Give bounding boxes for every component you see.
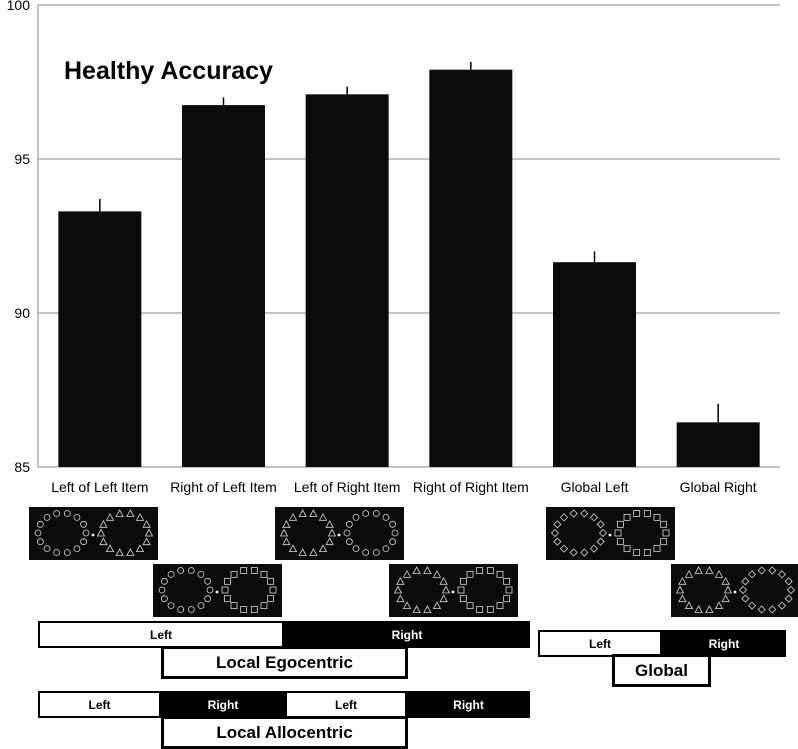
triangle-glyph bbox=[290, 545, 297, 552]
circle-glyph bbox=[207, 587, 213, 593]
diamond-glyph bbox=[749, 602, 756, 609]
fixation-dot bbox=[216, 591, 219, 594]
triangle-glyph bbox=[715, 602, 722, 609]
diamond-glyph bbox=[788, 587, 795, 594]
circle-glyph bbox=[37, 521, 43, 527]
diamond-glyph bbox=[590, 545, 597, 552]
diamond-glyph bbox=[758, 567, 765, 574]
circle-glyph bbox=[383, 546, 389, 552]
triangle-glyph bbox=[722, 595, 729, 602]
y-tick-labels bbox=[7, 0, 31, 475]
stimulus-shapes bbox=[29, 507, 158, 560]
diamond-glyph bbox=[769, 567, 776, 574]
circle-glyph bbox=[390, 539, 396, 545]
diamond-glyph bbox=[740, 587, 747, 594]
diamond-glyph bbox=[581, 510, 588, 517]
stimulus-left-of-right-item bbox=[275, 507, 404, 560]
square-glyph bbox=[506, 587, 512, 593]
bar bbox=[306, 94, 389, 467]
square-glyph bbox=[504, 596, 510, 602]
circle-glyph bbox=[205, 578, 211, 584]
triangle-glyph bbox=[424, 606, 431, 613]
triangle-glyph bbox=[404, 602, 411, 609]
square-glyph bbox=[487, 606, 493, 612]
local-allocentric-label: Local Allocentric bbox=[161, 716, 408, 749]
diamond-glyph bbox=[581, 549, 588, 556]
bar bbox=[429, 70, 512, 467]
stimulus-right-of-left-item bbox=[153, 564, 282, 617]
x-tick-label: Right of Left Item bbox=[170, 479, 277, 495]
stimulus-shapes bbox=[546, 507, 675, 560]
bars bbox=[58, 70, 759, 467]
triangle-glyph bbox=[116, 510, 123, 517]
bar bbox=[677, 422, 760, 467]
y-tick-label: 90 bbox=[14, 305, 30, 321]
square-glyph bbox=[224, 578, 230, 584]
global-right-segment: Right bbox=[662, 630, 786, 657]
circle-glyph bbox=[353, 514, 359, 520]
triangle-glyph bbox=[706, 606, 713, 613]
square-glyph bbox=[231, 603, 237, 609]
circle-glyph bbox=[178, 606, 184, 612]
circle-glyph bbox=[373, 549, 379, 555]
circle-glyph bbox=[44, 514, 50, 520]
square-glyph bbox=[224, 596, 230, 602]
triangle-glyph bbox=[146, 530, 153, 537]
square-glyph bbox=[634, 511, 640, 517]
diamond-glyph bbox=[749, 571, 756, 578]
circle-glyph bbox=[188, 606, 194, 612]
circle-glyph bbox=[161, 578, 167, 584]
triangle-glyph bbox=[326, 521, 333, 528]
square-glyph bbox=[617, 521, 623, 527]
diamond-glyph bbox=[778, 602, 785, 609]
diamond-glyph bbox=[561, 514, 568, 521]
triangle-glyph bbox=[100, 521, 107, 528]
triangle-glyph bbox=[299, 549, 306, 556]
triangle-glyph bbox=[127, 549, 134, 556]
allocentric-left-segment-1: Left bbox=[38, 691, 161, 718]
diamond-glyph bbox=[561, 545, 568, 552]
circle-glyph bbox=[346, 539, 352, 545]
triangle-glyph bbox=[679, 578, 686, 585]
triangle-glyph bbox=[706, 567, 713, 574]
circle-glyph bbox=[392, 530, 398, 536]
circle-glyph bbox=[64, 549, 70, 555]
square-glyph bbox=[241, 568, 247, 574]
triangle-glyph bbox=[679, 595, 686, 602]
triangle-glyph bbox=[143, 521, 150, 528]
bar bbox=[182, 105, 265, 467]
circle-glyph bbox=[363, 511, 369, 517]
triangle-glyph bbox=[440, 595, 447, 602]
bar bbox=[58, 211, 141, 467]
triangle-glyph bbox=[100, 538, 107, 545]
diamond-glyph bbox=[785, 595, 792, 602]
square-glyph bbox=[231, 571, 237, 577]
square-glyph bbox=[624, 546, 630, 552]
diamond-glyph bbox=[570, 510, 577, 517]
circle-glyph bbox=[188, 568, 194, 574]
diamond-glyph bbox=[597, 538, 604, 545]
circle-glyph bbox=[74, 546, 80, 552]
bar bbox=[553, 262, 636, 467]
circle-glyph bbox=[198, 571, 204, 577]
x-tick-label: Left of Left Item bbox=[51, 479, 149, 495]
allocentric-left-segment-2: Left bbox=[285, 691, 407, 718]
circle-glyph bbox=[363, 549, 369, 555]
square-glyph bbox=[251, 606, 257, 612]
triangle-glyph bbox=[433, 571, 440, 578]
triangle-glyph bbox=[722, 578, 729, 585]
diamond-glyph bbox=[778, 571, 785, 578]
square-glyph bbox=[615, 530, 621, 536]
circle-glyph bbox=[161, 596, 167, 602]
circle-glyph bbox=[159, 587, 165, 593]
stimulus-right-of-right-item bbox=[389, 564, 518, 617]
triangle-glyph bbox=[290, 514, 297, 521]
circle-glyph bbox=[35, 530, 41, 536]
circle-glyph bbox=[81, 539, 87, 545]
triangle-glyph bbox=[319, 545, 326, 552]
allocentric-right-segment-1: Right bbox=[161, 691, 285, 718]
triangle-glyph bbox=[725, 587, 732, 594]
circle-glyph bbox=[168, 571, 174, 577]
y-tick-label: 85 bbox=[14, 459, 30, 475]
square-glyph bbox=[477, 568, 483, 574]
circle-glyph bbox=[83, 530, 89, 536]
diamond-glyph bbox=[570, 549, 577, 556]
triangle-glyph bbox=[116, 549, 123, 556]
square-glyph bbox=[467, 571, 473, 577]
fixation-dot bbox=[734, 591, 737, 594]
global-label: Global bbox=[612, 654, 711, 687]
circle-glyph bbox=[198, 603, 204, 609]
square-glyph bbox=[458, 587, 464, 593]
y-tick-label: 95 bbox=[14, 151, 30, 167]
triangle-glyph bbox=[107, 545, 114, 552]
x-tick-label: Right of Right Item bbox=[412, 479, 529, 495]
stimulus-left-of-left-item bbox=[29, 507, 158, 560]
square-glyph bbox=[261, 571, 267, 577]
square-glyph bbox=[467, 603, 473, 609]
circle-glyph bbox=[81, 521, 87, 527]
circle-glyph bbox=[353, 546, 359, 552]
square-glyph bbox=[460, 596, 466, 602]
egocentric-left-segment: Left bbox=[38, 621, 284, 648]
square-glyph bbox=[268, 578, 274, 584]
triangle-glyph bbox=[310, 549, 317, 556]
stimulus-shapes bbox=[275, 507, 404, 560]
circle-glyph bbox=[74, 514, 80, 520]
circle-glyph bbox=[168, 603, 174, 609]
square-glyph bbox=[661, 521, 667, 527]
square-glyph bbox=[624, 514, 630, 520]
circle-glyph bbox=[178, 568, 184, 574]
triangle-glyph bbox=[326, 538, 333, 545]
square-glyph bbox=[497, 571, 503, 577]
x-tick-label: Left of Right Item bbox=[293, 479, 401, 495]
stimulus-global-right bbox=[671, 564, 798, 617]
diamond-glyph bbox=[597, 521, 604, 528]
triangle-glyph bbox=[440, 578, 447, 585]
triangle-glyph bbox=[136, 545, 143, 552]
square-glyph bbox=[634, 549, 640, 555]
triangle-glyph bbox=[329, 530, 336, 537]
square-glyph bbox=[222, 587, 228, 593]
chart-title: Healthy Accuracy bbox=[64, 57, 273, 85]
circle-glyph bbox=[205, 596, 211, 602]
x-tick-label: Global Left bbox=[560, 479, 629, 495]
square-glyph bbox=[644, 549, 650, 555]
stimulus-shapes bbox=[671, 564, 798, 617]
triangle-glyph bbox=[395, 587, 402, 594]
diamond-glyph bbox=[554, 521, 561, 528]
diamond-glyph bbox=[769, 606, 776, 613]
circle-glyph bbox=[54, 549, 60, 555]
fixation-dot bbox=[338, 534, 341, 537]
triangle-glyph bbox=[127, 510, 134, 517]
circle-glyph bbox=[346, 521, 352, 527]
circle-glyph bbox=[44, 546, 50, 552]
diamond-glyph bbox=[590, 514, 597, 521]
triangle-glyph bbox=[299, 510, 306, 517]
x-tick-label: Global Right bbox=[679, 479, 757, 495]
stimulus-shapes bbox=[389, 564, 518, 617]
square-glyph bbox=[663, 530, 669, 536]
y-tick-label: 100 bbox=[6, 0, 30, 13]
stimulus-global-left bbox=[546, 507, 675, 560]
triangle-glyph bbox=[433, 602, 440, 609]
fixation-dot bbox=[452, 591, 455, 594]
triangle-glyph bbox=[98, 530, 105, 537]
triangle-glyph bbox=[686, 571, 693, 578]
diamond-glyph bbox=[554, 538, 561, 545]
fixation-dot bbox=[92, 534, 95, 537]
triangle-glyph bbox=[281, 530, 288, 537]
square-glyph bbox=[644, 511, 650, 517]
diamond-glyph bbox=[742, 595, 749, 602]
diamond-glyph bbox=[758, 606, 765, 613]
circle-glyph bbox=[383, 514, 389, 520]
x-tick-labels bbox=[51, 479, 757, 495]
circle-glyph bbox=[37, 539, 43, 545]
triangle-glyph bbox=[443, 587, 450, 594]
square-glyph bbox=[661, 539, 667, 545]
square-glyph bbox=[487, 568, 493, 574]
triangle-glyph bbox=[397, 578, 404, 585]
allocentric-right-segment-2: Right bbox=[407, 691, 530, 718]
circle-glyph bbox=[390, 521, 396, 527]
triangle-glyph bbox=[397, 595, 404, 602]
square-glyph bbox=[654, 546, 660, 552]
triangle-glyph bbox=[715, 571, 722, 578]
triangle-glyph bbox=[677, 587, 684, 594]
triangle-glyph bbox=[404, 571, 411, 578]
diamond-glyph bbox=[742, 578, 749, 585]
circle-glyph bbox=[373, 511, 379, 517]
circle-glyph bbox=[344, 530, 350, 536]
triangle-glyph bbox=[283, 538, 290, 545]
square-glyph bbox=[504, 578, 510, 584]
triangle-glyph bbox=[143, 538, 150, 545]
global-left-segment: Left bbox=[538, 630, 662, 657]
local-egocentric-label: Local Egocentric bbox=[161, 646, 408, 679]
triangle-glyph bbox=[310, 510, 317, 517]
square-glyph bbox=[251, 568, 257, 574]
triangle-glyph bbox=[695, 567, 702, 574]
square-glyph bbox=[617, 539, 623, 545]
square-glyph bbox=[497, 603, 503, 609]
fixation-dot bbox=[609, 534, 612, 537]
triangle-glyph bbox=[695, 606, 702, 613]
diamond-glyph bbox=[600, 530, 607, 537]
triangle-glyph bbox=[424, 567, 431, 574]
square-glyph bbox=[270, 587, 276, 593]
triangle-glyph bbox=[413, 567, 420, 574]
triangle-glyph bbox=[136, 514, 143, 521]
triangle-glyph bbox=[283, 521, 290, 528]
stimulus-shapes bbox=[153, 564, 282, 617]
triangle-glyph bbox=[107, 514, 114, 521]
triangle-glyph bbox=[413, 606, 420, 613]
triangle-glyph bbox=[686, 602, 693, 609]
diamond-glyph bbox=[552, 530, 559, 537]
square-glyph bbox=[268, 596, 274, 602]
square-glyph bbox=[477, 606, 483, 612]
square-glyph bbox=[261, 603, 267, 609]
square-glyph bbox=[460, 578, 466, 584]
square-glyph bbox=[654, 514, 660, 520]
diamond-glyph bbox=[785, 578, 792, 585]
circle-glyph bbox=[64, 511, 70, 517]
egocentric-right-segment: Right bbox=[284, 621, 530, 648]
triangle-glyph bbox=[319, 514, 326, 521]
circle-glyph bbox=[54, 511, 60, 517]
square-glyph bbox=[241, 606, 247, 612]
